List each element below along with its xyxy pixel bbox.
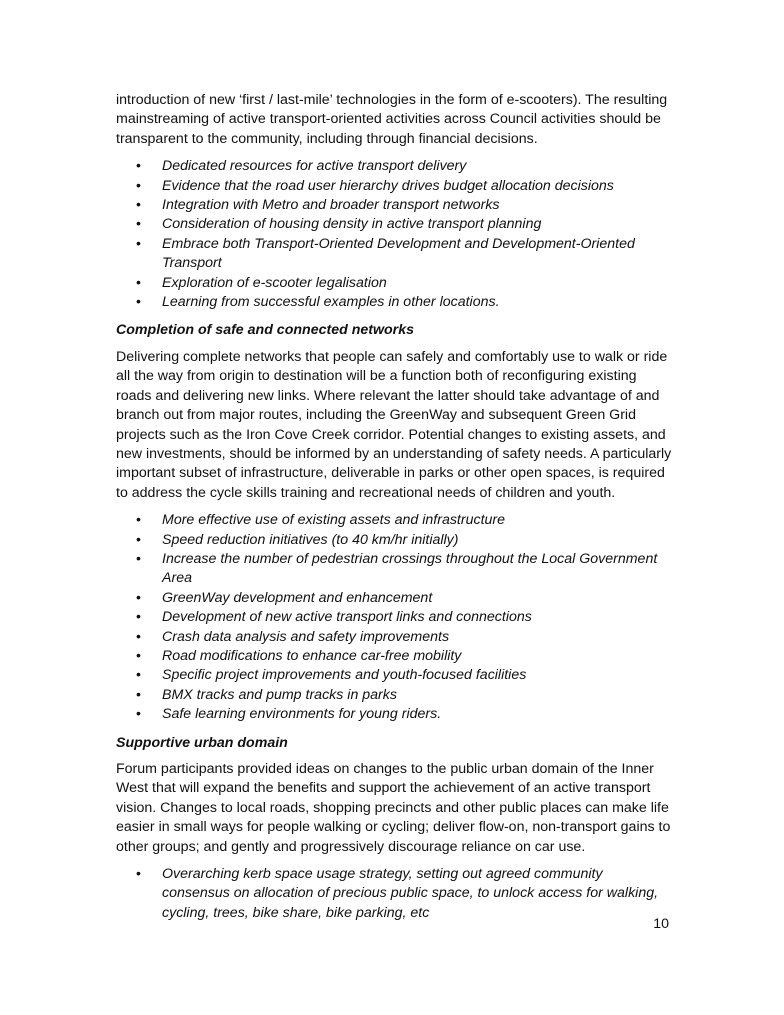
- list-item: • Road modifications to enhance car-free mobility: [116, 647, 672, 666]
- list-item: • Crash data analysis and safety improvements: [116, 628, 672, 647]
- list-item: • Speed reduction initiatives (to 40 km/hr initially): [116, 531, 672, 550]
- list-item: • More effective use of existing assets and infrastructure: [116, 511, 672, 530]
- bullet-icon: •: [136, 550, 141, 567]
- list-item: • GreenWay development and enhancement: [116, 589, 672, 608]
- bullet-icon: •: [136, 628, 141, 645]
- document-page: [116, 91, 672, 923]
- bullet-list-1: [116, 157, 672, 312]
- bullet-icon: •: [136, 274, 141, 291]
- bullet-list-2: [116, 511, 672, 724]
- bullet-icon: •: [136, 235, 141, 252]
- list-item: • Overarching kerb space usage strategy, setting out agreed community consensus on allocation of precious public space, to unlock access for walking, cycling, trees, bike share, bike parking, etc: [136, 866, 659, 921]
- bullet-icon: •: [136, 531, 141, 548]
- list-item: • Consideration of housing density in active transport planning: [116, 215, 672, 234]
- bullet-icon: •: [136, 667, 141, 684]
- bullet-icon: •: [136, 609, 141, 626]
- bullet-icon: •: [136, 866, 141, 883]
- bullet-icon: •: [136, 706, 141, 723]
- bullet-icon: •: [136, 686, 141, 703]
- bullet-icon: •: [136, 512, 141, 529]
- page-number: 10: [653, 916, 669, 932]
- bullet-icon: •: [136, 589, 141, 606]
- list-item: • Evidence that the road user hierarchy drives budget allocation decisions: [116, 177, 672, 196]
- list-item: • Development of new active transport links and connections: [116, 608, 672, 627]
- bullet-icon: •: [136, 294, 141, 311]
- list-item: • Specific project improvements and youth-focused facilities: [116, 666, 672, 685]
- section-heading-urban-domain: Supportive urban domain: [116, 734, 288, 751]
- bullet-icon: •: [136, 197, 141, 214]
- intro-paragraph: introduction of new ‘first / last-mile’ technologies in the form of e-scooters). The resulting mainstreaming of active transport-oriented activities across Council activities should be transparent to the community, including through financial decisions.: [116, 92, 668, 147]
- bullet-icon: •: [136, 158, 141, 175]
- list-item: • Integration with Metro and broader transport networks: [116, 196, 672, 215]
- bullet-icon: •: [136, 177, 141, 194]
- list-item: • Learning from successful examples in other locations.: [116, 293, 672, 312]
- bullet-icon: •: [136, 647, 141, 664]
- bullet-icon: •: [136, 216, 141, 233]
- list-item: • Safe learning environments for young riders.: [116, 705, 672, 724]
- list-item: • Embrace both Transport-Oriented Development and Development-Oriented Transport: [136, 235, 635, 272]
- list-item: • BMX tracks and pump tracks in parks: [116, 686, 672, 705]
- bullet-list-3: [116, 865, 672, 923]
- section-paragraph-urban-domain: Forum participants provided ideas on changes to the public urban domain of the Inner West that will expand the benefits and support the achievement of an active transport vision. Changes to local roads, shopping precincts and other public places can make life easier in small ways for people walking or cycling; deliver flow-on, non-transport gains to other groups; and gently and progressively discourage reliance on car use.: [116, 761, 671, 855]
- list-item: • Increase the number of pedestrian crossings throughout the Local Government Area: [136, 550, 658, 587]
- section-heading-networks: Completion of safe and connected networks: [116, 322, 414, 339]
- list-item: • Exploration of e-scooter legalisation: [116, 274, 672, 293]
- section-paragraph-networks: Delivering complete networks that people can safely and comfortably use to walk or ride all the way from origin to destination will be a function both of reconfiguring existing roads and delivering new links. Where relevant the latter should take advantage of and branch out from major routes, including the GreenWay and subsequent Green Grid projects such as the Iron Cove Creek corridor. Potential changes to existing assets, and new investments, should be informed by an understanding of safety needs. A particularly important subset of infrastructure, deliverable in parks or other open spaces, is required to address the cycle skills training and recreational needs of children and youth.: [116, 348, 672, 501]
- list-item: • Dedicated resources for active transport delivery: [116, 157, 672, 176]
